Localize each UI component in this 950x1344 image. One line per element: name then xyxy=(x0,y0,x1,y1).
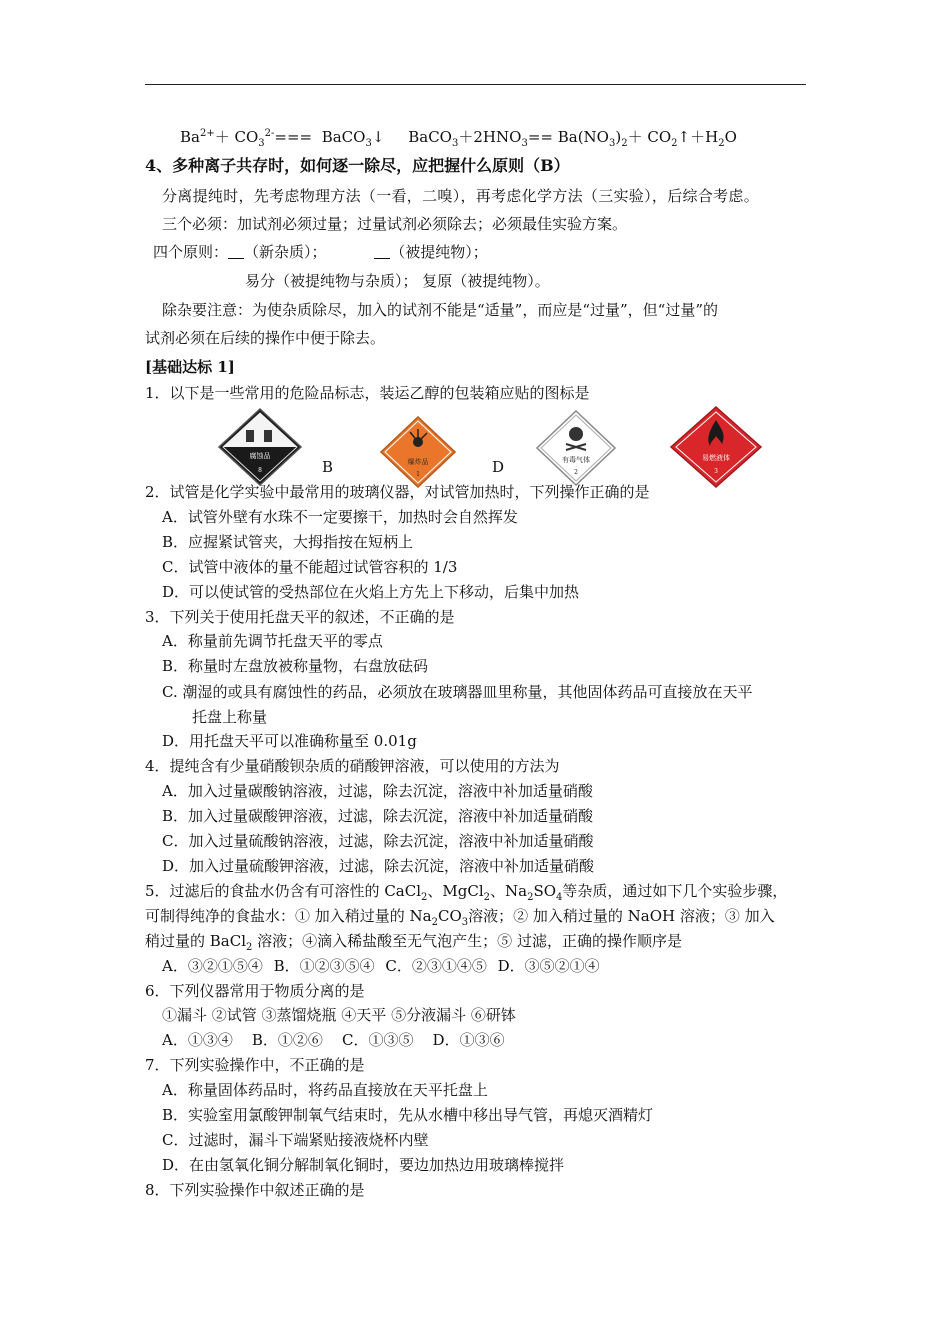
paragraph: 试剂必须在后续的操作中便于除去。 xyxy=(145,329,386,347)
option: C. 潮湿的或具有腐蚀性的药品，必须放在玻璃器皿里称量，其他固体药品可直接放在天平 xyxy=(162,683,753,701)
option: A．称量固体药品时，将药品直接放在天平托盘上 xyxy=(162,1081,488,1099)
question-2: 2．试管是化学实验中最常用的玻璃仪器，对试管加热时，下列操作正确的是 xyxy=(145,483,650,501)
option: C．过滤时，漏斗下端紧贴接液烧杯内壁 xyxy=(162,1131,429,1149)
options: A．①③④ B．①②⑥ C．①③⑤ D．①③⑥ xyxy=(162,1031,505,1049)
paragraph: 三个必须：加试剂必须过量；过量试剂必须除去；必须最佳实验方案。 xyxy=(162,215,628,233)
question-4: 4．提纯含有少量硝酸钡杂质的硝酸钾溶液，可以使用的方法为 xyxy=(145,757,560,775)
option: A．试管外壁有水珠不一定要擦干，加热时会自然挥发 xyxy=(162,508,518,526)
option: B．实验室用氯酸钾制氧气结束时，先从水槽中移出导气管，再熄灭酒精灯 xyxy=(162,1106,654,1124)
sign-letter-b: B xyxy=(322,458,334,476)
question-5-cont: 稍过量的 BaCl$_2$ 溶液；④滴入稀盐酸至无气泡产生；⑤ 过滤，正确的操作顺序是 xyxy=(145,932,682,953)
option: D．用托盘天平可以准确称量至 0.01g xyxy=(162,732,417,750)
question-7: 7．下列实验操作中，不正确的是 xyxy=(145,1056,365,1074)
option: D．在由氢氧化铜分解制氧化铜时，要边加热边用玻璃棒搅拌 xyxy=(162,1156,565,1174)
items: ①漏斗 ②试管 ③蒸馏烧瓶 ④天平 ⑤分液漏斗 ⑥研钵 xyxy=(162,1006,516,1024)
sign-letter-d: D xyxy=(492,458,505,476)
sign-number: 2 xyxy=(574,469,578,476)
question-1: 1．以下是一些常用的危险品标志，装运乙醇的包装箱应贴的图标是 xyxy=(145,384,590,402)
sign-label: 有毒气体 xyxy=(562,456,590,464)
question-5: 5．过滤后的食盐水仍含有可溶性的 CaCl$_2$、MgCl$_2$、$Na_2SO_4$等杂质，通过如下几个实验步骤， xyxy=(145,882,788,903)
equation-line: $Ba^{2+}+ CO_3^{2-}===$ BaCO$_3$↓ $BaCO_3+2HNO_3== Ba(NO_3)_2+$ $CO_2↑+H_2O$ xyxy=(180,128,737,149)
option: C．试管中液体的量不能超过试管容积的 1/3 xyxy=(162,558,458,576)
paragraph: 除杂要注意：为使杂质除尽，加入的试剂不能是“适量”，而应是“过量”，但“过量”的 xyxy=(162,301,719,319)
sign-label: 腐蚀品 xyxy=(249,452,271,460)
hazard-sign-explosive xyxy=(380,416,456,488)
question-8: 8．下列实验操作中叙述正确的是 xyxy=(145,1181,365,1199)
options: A．③②①⑤④ B．①②③⑤④ C．②③①④⑤ D．③⑤②①④ xyxy=(162,957,600,975)
sign-number: 1 xyxy=(416,471,420,478)
option: A．称量前先调节托盘天平的零点 xyxy=(162,632,383,650)
option: C．加入过量硫酸钠溶液，过滤，除去沉淀，溶液中补加适量硝酸 xyxy=(162,832,594,850)
hazard-sign-corrosive xyxy=(218,408,302,486)
paragraph: 四个原则： （新杂质）； （被提纯物）； xyxy=(153,243,488,261)
option: B．加入过量碳酸钾溶液，过滤，除去沉淀，溶液中补加适量硝酸 xyxy=(162,807,594,825)
paragraph: 分离提纯时，先考虑物理方法（一看，二嗅），再考虑化学方法（三实验），后综合考虑。 xyxy=(162,187,760,205)
option: D．可以使试管的受热部位在火焰上方先上下移动，后集中加热 xyxy=(162,583,580,601)
fill-blank xyxy=(374,244,390,259)
sign-label: 易燃液体 xyxy=(702,454,730,462)
option: D．加入过量硫酸钾溶液，过滤，除去沉淀，溶液中补加适量硝酸 xyxy=(162,857,595,875)
question-3: 3．下列关于使用托盘天平的叙述，不正确的是 xyxy=(145,608,455,626)
hazard-sign-toxic-gas xyxy=(536,410,616,486)
option: A．加入过量碳酸钠溶液，过滤，除去沉淀，溶液中补加适量硝酸 xyxy=(162,782,593,800)
option: 托盘上称量 xyxy=(192,708,268,726)
option: B．称量时左盘放被称量物，右盘放砝码 xyxy=(162,657,429,675)
paragraph: 易分（被提纯物与杂质）； 复原（被提纯物）。 xyxy=(245,272,550,290)
hazard-sign-flammable-liquid xyxy=(670,406,762,488)
section-heading: 4、多种离子共存时，如何逐一除尽，应把握什么原则（B） xyxy=(145,156,570,175)
section-title: [基础达标 1] xyxy=(145,358,235,376)
option: B．应握紧试管夹，大拇指按在短柄上 xyxy=(162,533,414,551)
question-5-cont: 可制得纯净的食盐水：① 加入稍过量的 $Na_2CO_3$溶液；② 加入稍过量的 NaOH 溶液；③ 加入 xyxy=(145,907,775,928)
sign-label: 爆炸品 xyxy=(407,458,429,466)
question-6: 6．下列仪器常用于物质分离的是 xyxy=(145,982,365,1000)
header-rule xyxy=(145,84,806,85)
sign-number: 3 xyxy=(714,468,718,475)
fill-blank xyxy=(228,244,244,259)
sign-number: 8 xyxy=(258,467,262,474)
